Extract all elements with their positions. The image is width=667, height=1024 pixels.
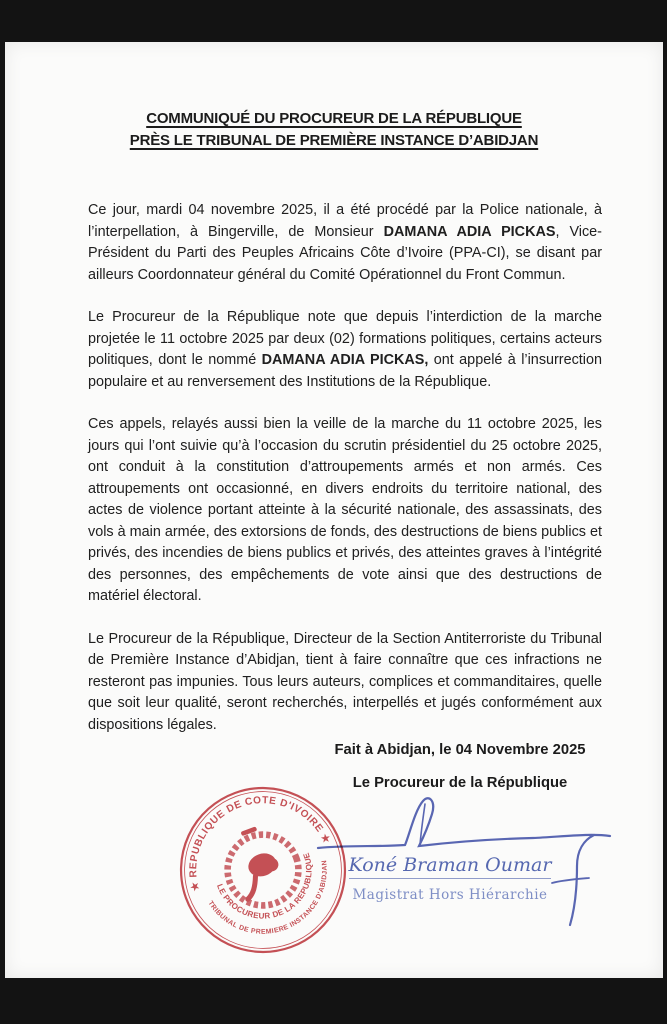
- paragraph-arrest-text-cont: , Vice-Président du Parti des Peuples Africains Côte d’Ivoire (PPA-CI), se disant par ailleurs Coordonnateur général du Comité Opérationnel du Front Commun.: [88, 223, 602, 283]
- signer-name: Koné Braman Oumar: [349, 854, 552, 879]
- paragraph-arrest: [88, 200, 602, 286]
- paragraph-prosecution: [88, 629, 602, 737]
- place-date-line: Fait à Abidjan, le 04 Novembre 2025: [334, 742, 586, 758]
- person-name-bold-2: DAMANA ADIA PICKAS,: [261, 352, 429, 368]
- stamp-ring-top-text: ★ REPUBLIQUE DE COTE D'IVOIRE ★: [188, 795, 333, 893]
- stamp-ring-bottom-text: TRIBUNAL DE PREMIERE INSTANCE D'ABIDJAN: [206, 859, 329, 936]
- signer-block: [335, 854, 565, 903]
- paragraph-prosecution-text: Le Procureur de la République, Directeur de la Section Antiterroriste du Tribunal de Première Instance d’Abidjan, tient à faire connaître que ces infractions ne resteront pas impunies. Tous leurs auteurs, complices et commanditaires, quelle que soit leur qualité, seront recherchés, interpellés et jugés conformément aux dispositions légales.: [88, 630, 602, 733]
- document-title-line-2: PRÈS LE TRIBUNAL DE PREMIÈRE INSTANCE D’ABIDJAN: [129, 132, 539, 149]
- document-title: [5, 108, 663, 152]
- paragraph-violence-text: Ces appels, relayés aussi bien la veille de la marche du 11 octobre 2025, les jours qui l’ont suivie qu’à l’occasion du scrutin présidentiel du 25 octobre 2025, ont conduit à la constitution d’attroupements armés et non armés. Ces attroupements ont occasionné, en divers endroits du territoire national, des actes de violence portant atteinte à la sécurité nationale, des assassinats, des vols à main armée, des extorsions de fonds, des destructions de biens publics et privés, des incendies de biens publics et privés, des atteintes graves à l’intégrité des personnes, des empêchements de vote ainsi que des destructions de matériel électoral.: [88, 416, 602, 604]
- signatory-title: Le Procureur de la République: [352, 775, 568, 791]
- paragraph-march-ban-text: Le Procureur de la République note que depuis l’interdiction de la marche projetée le 11 octobre 2025 par deux (02) formations politiques, certains acteurs politiques, dont le nommé: [88, 309, 602, 368]
- document-body: [88, 200, 602, 736]
- signer-rank: Magistrat Hors Hiérarchie: [352, 887, 548, 903]
- elephant-emblem: [235, 849, 287, 899]
- stamp-inner-arc-text: LE PROCUREUR DE LA REPUBLIQUE: [214, 851, 314, 921]
- person-name-bold: DAMANA ADIA PICKAS: [383, 223, 556, 240]
- paragraph-march-ban-text-cont: ont appelé à l’insurrection populaire et au renversement des Institutions de la République.: [88, 352, 602, 390]
- paragraph-arrest-text: Ce jour, mardi 04 novembre 2025, il a été procédé par la Police nationale, à l’interpellation, à Bingerville, de Monsieur: [88, 202, 602, 240]
- document-title-line-1: COMMUNIQUÉ DU PROCUREUR DE LA RÉPUBLIQUE: [146, 110, 522, 127]
- document-page: [5, 42, 663, 978]
- paragraph-violence: [88, 414, 602, 608]
- signature-main-stroke: [318, 798, 610, 848]
- paragraph-march-ban: [88, 307, 602, 393]
